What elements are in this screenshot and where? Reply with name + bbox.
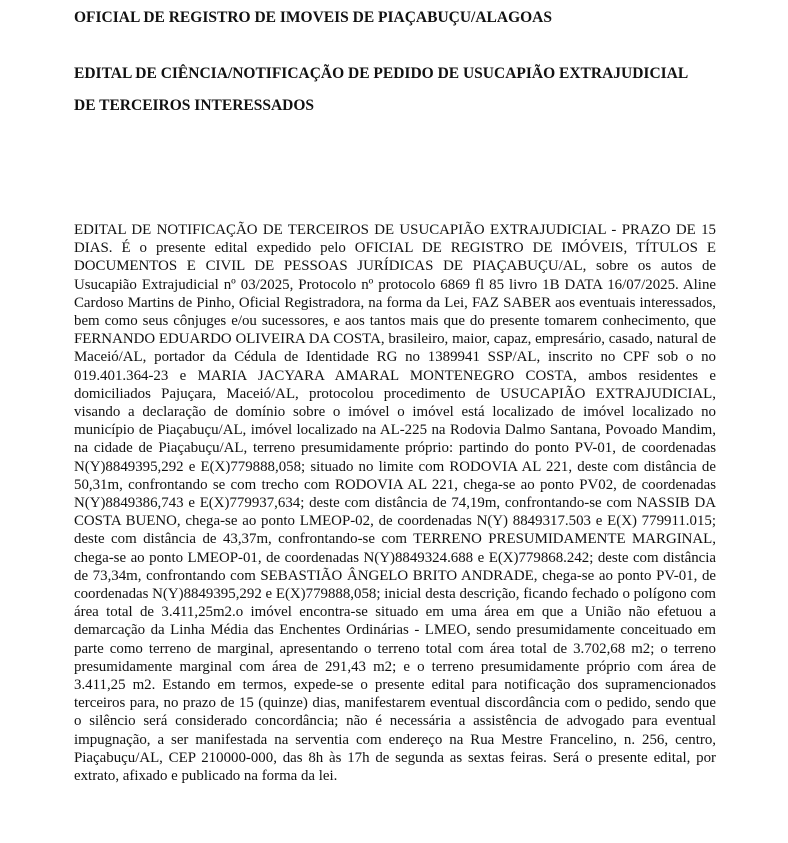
office-heading: OFICIAL DE REGISTRO DE IMOVEIS DE PIAÇABUÇU/ALAGOAS xyxy=(74,9,552,26)
edital-title-line-1: EDITAL DE CIÊNCIA/NOTIFICAÇÃO DE PEDIDO DE USUCAPIÃO EXTRAJUDICIAL xyxy=(74,65,689,82)
edital-body-text: EDITAL DE NOTIFICAÇÃO DE TERCEIROS DE USUCAPIÃO EXTRAJUDICIAL - PRAZO DE 15 DIAS. É o presente edital expedido pelo OFICIAL DE REGISTRO DE IMÓVEIS, TÍTULOS E DOCUMENTOS E CIVIL DE PESSOAS JURÍDICAS DE PIAÇABUÇU/AL, sobre os autos de Usucapião Extrajudicial nº 03/2025, Protocolo nº protocolo 6869 fl 85 livro 1B DATA 16/07/2025. Aline Cardoso Martins de Pinho, Oficial Registradora, na forma da Lei, FAZ SABER aos eventuais interessados, bem como seus cônjuges e/ou sucessores, e aos tantos mais que do presente tomarem conhecimento, que FERNANDO EDUARDO OLIVEIRA DA COSTA, brasileiro, maior, capaz, empresário, casado, natural de Maceió/AL, portador da Cédula de Identidade RG no 1389941 SSP/AL, inscrito no CPF sob o no 019.401.364-23 e MARIA JACYARA AMARAL MONTENEGRO COSTA, ambos residentes e domiciliados Pajuçara, Maceió/AL, protocolou procedimento de USUCAPIÃO EXTRAJUDICIAL, visando a declaração de domínio sobre o imóvel o imóvel está localizado de imóvel localizado no município de Piaçabuçu/AL, imóvel localizado na AL-225 na Rodovia Dalmo Santana, Povoado Mandim, na cidade de Piaçabuçu/AL, terreno presumidamente próprio: partindo do ponto PV-01, de coordenadas N(Y)8849395,292 e E(X)779888,058; situado no limite com RODOVIA AL 221, deste com distância de 50,31m, confrontando se com trecho com RODOVIA AL 221, chega-se ao ponto PV02, de coordenadas N(Y)8849386,743 e E(X)779937,634; deste com distância de 74,19m, confrontando-se com NASSIB DA COSTA BUENO, chega-se ao ponto LMEOP-02, de coordenadas N(Y) 8849317.503 e E(X) 779911.015; deste com distância de 43,37m, confrontando-se com TERRENO PRESUMIDAMENTE MARGINAL, chega-se ao ponto LMEOP-01, de coordenadas N(Y)8849324.688 e E(X)779868.242; deste com distância de 73,34m, confrontando com SEBASTIÃO ÂNGELO BRITO ANDRADE, chega-se ao ponto PV-01, de coordenadas N(Y)8849395,292 e E(X)779888,058; inicial desta descrição, ficando fechado o polígono com área total de 3.411,25m2.o imóvel encontra-se situado em uma área em que a União não efetuou a demarcação da Linha Média das Enchentes Ordinárias - LMEO, sendo presumidamente conceituado em parte como terreno de marginal, apresentando o terreno total com área total de 3.702,68 m2; o terreno presumidamente marginal com área de 291,43 m2; e o terreno presumidamente próprio com área de 3.411,25 m2. Estando em termos, expede-se o presente edital para notificação dos supramencionados terceiros para, no prazo de 15 (quinze) dias, manifestarem eventual discordância com o pedido, sendo que o silêncio será considerado concordância; não é necessária a assistência de advogado para eventual impugnação, a ser manifestada na serventia com endereço na Rua Mestre Francelino, n. 256, centro, Piaçabuçu/AL, CEP 210000-000, das 8h às 17h de segunda as sextas feiras. Será o presente edital, por extrato, afixado e publicado na forma da lei. xyxy=(74,222,716,785)
edital-title-line-2: DE TERCEIROS INTERESSADOS xyxy=(74,97,315,114)
